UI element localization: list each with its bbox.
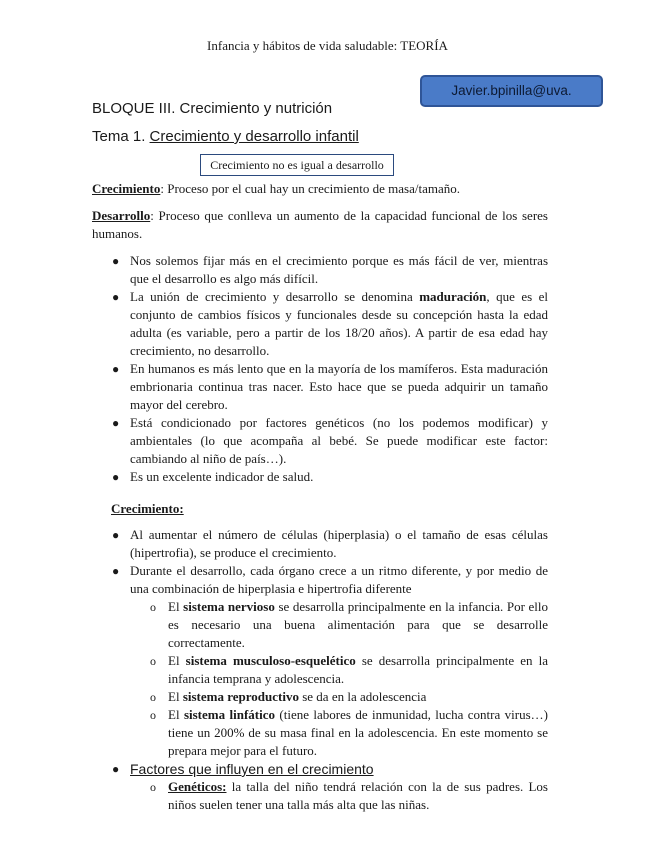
development-term: Desarrollo — [92, 208, 151, 223]
bullet-icon: ● — [112, 564, 120, 578]
email-text: Javier.bpinilla@uva. — [451, 83, 572, 98]
lymphatic-system-term: sistema linfático — [183, 707, 275, 722]
musculoskeletal-system-term: sistema musculoso-esquelético — [185, 653, 356, 668]
list-item: o El sistema reproductivo se da en la adolescencia — [150, 689, 427, 704]
list-item: o El sistema nervioso se desarrolla principalmente en la infancia. Por ello es necesario una buena alimentación para que se desarrolle correctamente. — [150, 599, 548, 650]
list-item: ● La unión de crecimiento y desarrollo se denomina maduración, que es el conjunto de cambios físicos y funcionales desde su concepción hasta la edad adulta (es variable, pero a partir de los 18/20 años). A partir de esa edad hay crecimiento, no desarrollo. — [112, 289, 549, 358]
topic-name: Crecimiento y desarrollo infantil — [149, 128, 359, 145]
bullet-icon: ● — [112, 470, 120, 484]
organ-sublist — [150, 598, 548, 760]
nervous-system-term: sistema nervioso — [183, 599, 275, 614]
second-bullet-list — [112, 526, 548, 598]
list-item: ● Es un excelente indicador de salud. — [112, 469, 314, 484]
reproductive-system-term: sistema reproductivo — [182, 689, 299, 704]
list-item: o El sistema linfático (tiene labores de inmunidad, lucha contra virus…) tiene un 200% de su masa final en la adolescencia. En este momento se prepara mejor para el futuro. — [150, 707, 548, 758]
list-item: ● Está condicionado por factores genéticos (no los podemos modificar) y ambientales (lo que acompaña al bebé. Se puede modificar este factor: cambiando al niño de país…). — [112, 415, 548, 466]
bullet-icon: ● — [112, 762, 120, 776]
boxed-note: Crecimiento no es igual a desarrollo — [200, 154, 394, 176]
first-bullet-list — [112, 252, 549, 486]
circle-bullet-icon: o — [150, 708, 156, 722]
bullet-icon: ● — [112, 528, 120, 542]
factors-sublist — [150, 778, 548, 814]
block-title: BLOQUE III. Crecimiento y nutrición — [92, 100, 333, 117]
growth-definition — [92, 180, 548, 198]
development-definition — [92, 207, 548, 243]
page-header: Infancia y hábitos de vida saludable: TEORÍA — [207, 38, 448, 53]
topic-prefix: Tema 1. — [92, 128, 150, 145]
growth-definition-text: : Proceso por el cual hay un crecimiento de masa/tamaño. — [160, 181, 460, 196]
list-item: ● Durante el desarrollo, cada órgano crece a un ritmo diferente, y por medio de una combinación de hiperplasia e hipertrofia diferente — [112, 563, 548, 596]
growth-section-heading: Crecimiento: — [111, 501, 184, 516]
list-item: ● Nos solemos fijar más en el crecimiento porque es más fácil de ver, mientras que el desarrollo es algo más difícil. — [112, 253, 548, 286]
list-item: ● En humanos es más lento que en la mayoría de los mamíferos. Esta maduración embrionaria continua tras nacer. Esto hace que se pueda adquirir un tamaño mayor del cerebro. — [112, 361, 548, 412]
factors-list — [112, 760, 548, 778]
list-item — [112, 760, 548, 778]
genetics-term: Genéticos: — [168, 779, 227, 794]
topic-title — [92, 128, 359, 145]
factors-heading: Factores que influyen en el crecimiento — [130, 761, 374, 777]
list-item: ● Al aumentar el número de células (hiperplasia) o el tamaño de esas células (hipertrofia), se produce el crecimiento. — [112, 527, 548, 560]
list-item: o El sistema musculoso-esquelético se desarrolla principalmente en la infancia temprana y adolescencia. — [150, 653, 548, 686]
circle-bullet-icon: o — [150, 690, 156, 704]
bullet-icon: ● — [112, 290, 120, 304]
circle-bullet-icon: o — [150, 654, 156, 668]
maturation-term: maduración — [419, 289, 487, 304]
list-item: o Genéticos: la talla del niño tendrá relación con la de sus padres. Los niños suelen tener una talla más alta que las niñas. — [150, 779, 548, 812]
bullet-icon: ● — [112, 362, 120, 376]
bullet-icon: ● — [112, 416, 120, 430]
email-badge — [420, 75, 603, 107]
development-definition-text: : Proceso que conlleva un aumento de la capacidad funcional de los seres humanos. — [92, 208, 548, 241]
growth-term: Crecimiento — [92, 181, 161, 196]
circle-bullet-icon: o — [150, 780, 156, 794]
circle-bullet-icon: o — [150, 600, 156, 614]
bullet-icon: ● — [112, 254, 120, 268]
